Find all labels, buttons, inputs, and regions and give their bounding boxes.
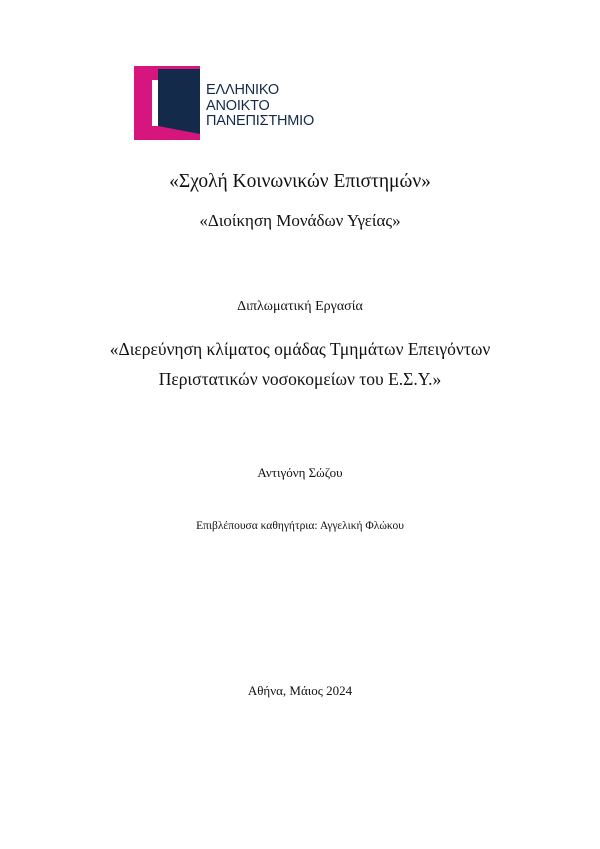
author-name: Αντιγόνη Σώζου [257, 465, 343, 480]
university-logo-text [206, 83, 314, 130]
thesis-title-line-1: «Διερεύνηση κλίματος ομάδας Τμημάτων Επειγόντων [109, 339, 491, 359]
school-name: «Σχολή Κοινωνικών Επιστημών» [169, 171, 431, 192]
thesis-title-line-2: Περιστατικών νοσοκομείων του Ε.Σ.Υ.» [158, 369, 442, 389]
university-logo-icon [134, 66, 200, 140]
logo-line-2: ΑΝΟΙΚΤΟ [206, 97, 270, 114]
logo-line-3: ΠΑΝΕΠΙΣΤΗΜΙΟ [206, 113, 315, 129]
logo-line-1: ΕΛΛΗΝΙΚΟ [206, 82, 279, 98]
document-type: Διπλωματική Εργασία [237, 299, 363, 314]
university-logo [134, 66, 324, 140]
program-name: «Διοίκηση Μονάδων Υγείας» [199, 211, 401, 230]
place-date: Αθήνα, Μάιος 2024 [247, 683, 353, 698]
supervisor: Επιβλέπουσα καθηγήτρια: Αγγελική Φλώκου [196, 520, 404, 532]
